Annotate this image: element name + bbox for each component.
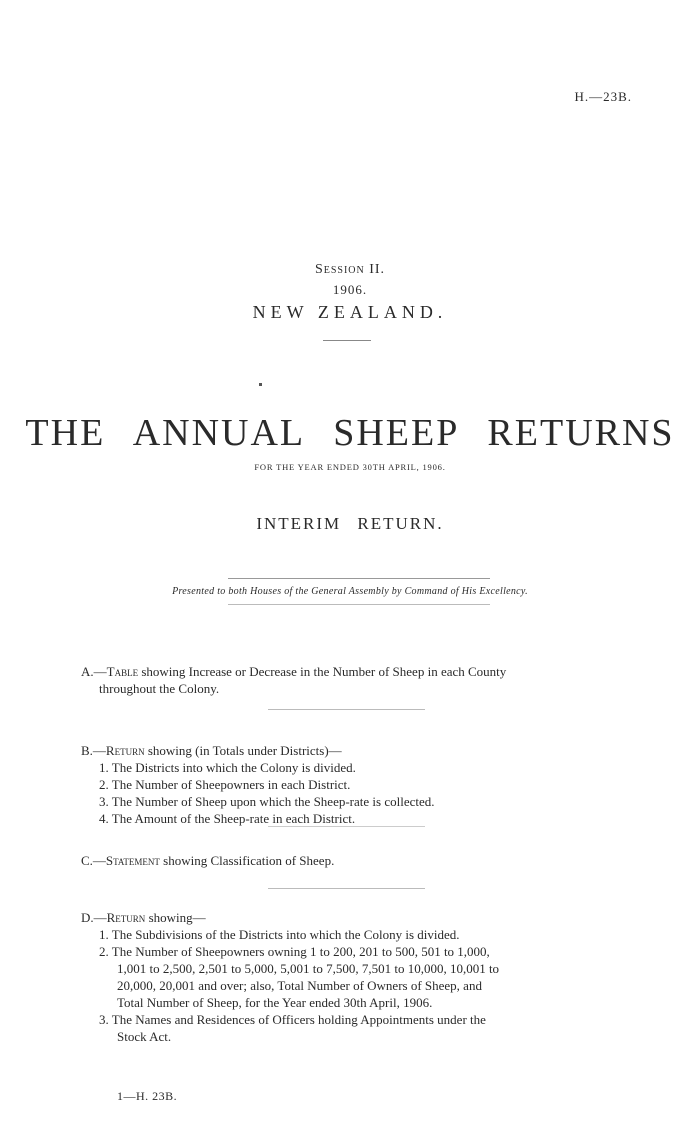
section-b-item: 4. The Amount of the Sheep-rate in each District. [99,811,356,826]
divider-rule [228,604,490,605]
divider-rule [268,826,425,827]
section-d-item: 1. The Subdivisions of the Districts into which the Colony is divided. [99,927,460,942]
section-d-item: 2. The Number of Sheepowners owning 1 to 200, 201 to 500, 501 to 1,000, [99,944,490,959]
divider-rule [268,888,425,889]
session-year: 1906. [332,282,368,297]
section-c-key: C.—Statement [81,853,160,868]
divider-rule [323,340,371,341]
document-subtitle: FOR THE YEAR ENDED 30TH APRIL, 1906. [254,462,446,472]
section-a-line: throughout the Colony. [99,681,220,696]
section-b-lead: showing (in Totals under Districts)— [147,743,342,758]
section-c [81,852,641,869]
page-footer: 1—H. 23B. [117,1089,178,1103]
divider-rule [268,709,425,710]
divider-rule [228,578,490,579]
section-d-key: D.—Return [81,910,146,925]
session-label: Session II. [314,262,386,277]
section-d-item: 1,001 to 2,500, 2,501 to 5,000, 5,001 to 7,500, 7,501 to 10,000, 10,001 to [117,961,500,976]
section-b-item: 2. The Number of Sheepowners in each District. [99,777,351,792]
section-a [81,663,641,697]
section-a-line: showing Increase or Decrease in the Number of Sheep in each County [141,664,507,679]
interim-heading: INTERIM RETURN. [256,514,444,533]
document-title: THE ANNUAL SHEEP RETURNS [25,412,675,454]
section-b-item: 3. The Number of Sheep upon which the Sheep-rate is collected. [99,794,435,809]
section-b-key: B.—Return [81,743,145,758]
section-d-item: Total Number of Sheep, for the Year ended 30th April, 1906. [117,995,433,1010]
section-d-item: 3. The Names and Residences of Officers holding Appointments under the [99,1012,486,1027]
section-b [81,742,641,827]
section-c-lead: showing Classification of Sheep. [163,853,335,868]
section-d-item: Stock Act. [117,1029,172,1044]
section-a-key: A.—Table [81,664,139,679]
section-b-item: 1. The Districts into which the Colony is divided. [99,760,356,775]
section-d-item: 20,000, 20,001 and over; also, Total Number of Owners of Sheep, and [117,978,482,993]
section-d-lead: showing— [148,910,206,925]
document-reference: H.—23B. [574,89,632,104]
country-heading: NEW ZEALAND. [252,302,448,322]
presented-line: Presented to both Houses of the General Assembly by Command of His Excellency. [172,586,528,597]
ink-mark [259,383,262,386]
section-d [81,909,641,1045]
